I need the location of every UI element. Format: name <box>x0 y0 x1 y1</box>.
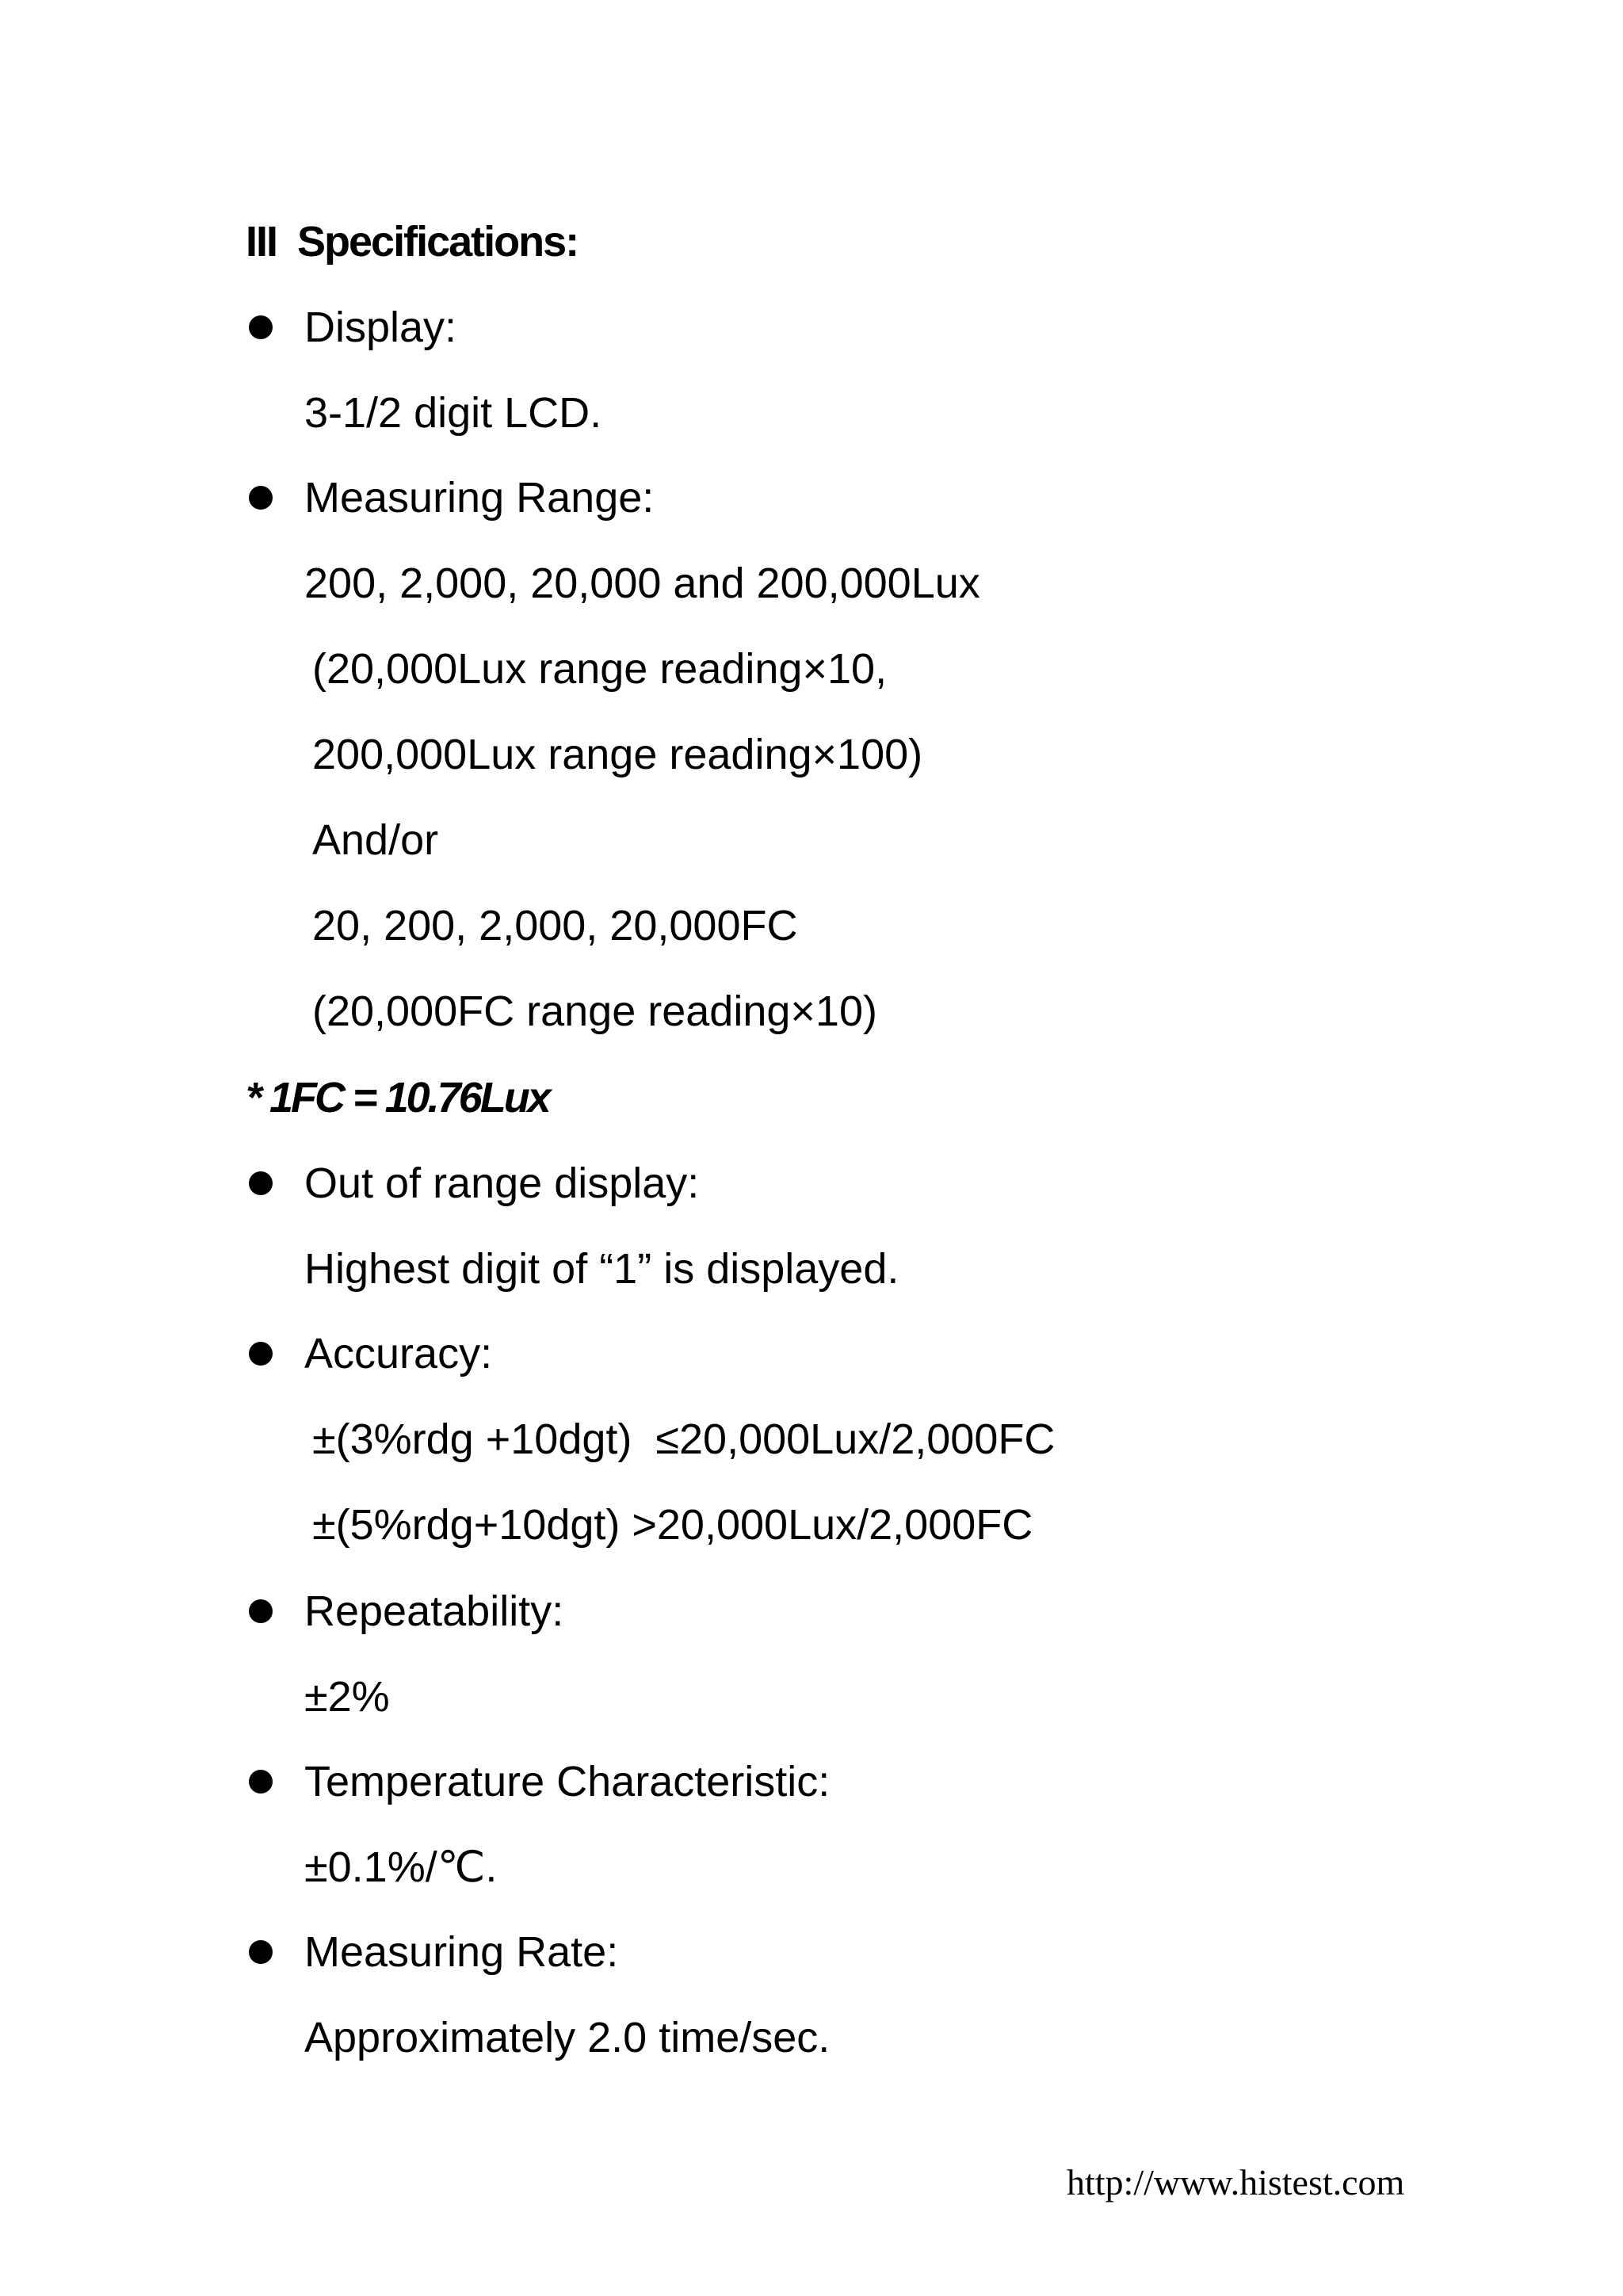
section-heading: III Specifications: <box>246 218 579 266</box>
spec-title-out-of-range: Out of range display: <box>304 1159 700 1207</box>
spec-value-measuring-range: 200, 2,000, 20,000 and 200,000Lux <box>304 560 980 607</box>
bullet-icon <box>249 1171 273 1195</box>
bullet-icon <box>249 1599 273 1623</box>
spec-value-measuring-range: (20,000Lux range reading×10, <box>312 645 888 693</box>
spec-title-measuring-range: Measuring Range: <box>304 474 655 521</box>
bullet-icon <box>249 1940 273 1964</box>
spec-value-out-of-range: Highest digit of “1” is displayed. <box>304 1245 899 1293</box>
bullet-icon <box>249 486 273 510</box>
spec-title-measuring-rate: Measuring Rate: <box>304 1928 619 1976</box>
bullet-icon <box>249 1770 273 1794</box>
spec-value-measuring-range: And/or <box>312 816 439 864</box>
spec-value-temperature: ±0.1%/℃. <box>304 1843 498 1891</box>
spec-value-accuracy: ±(3%rdg +10dgt) ≤20,000Lux/2,000FC <box>312 1415 1056 1463</box>
spec-value-display: 3-1/2 digit LCD. <box>304 389 602 437</box>
footer-url: http://www.histest.com <box>1067 2162 1405 2202</box>
spec-value-measuring-range: 200,000Lux range reading×100) <box>312 731 923 778</box>
spec-title-display: Display: <box>304 304 457 351</box>
spec-title-accuracy: Accuracy: <box>304 1330 493 1377</box>
spec-value-measuring-rate: Approximately 2.0 time/sec. <box>304 2014 831 2061</box>
conversion-note: * 1FC = 10.76Lux <box>246 1074 549 1121</box>
spec-title-repeatability: Repeatability: <box>304 1587 564 1635</box>
spec-value-measuring-range: (20,000FC range reading×10) <box>312 988 877 1035</box>
spec-title-temperature: Temperature Characteristic: <box>304 1758 831 1805</box>
bullet-icon <box>249 1342 273 1366</box>
spec-value-repeatability: ±2% <box>304 1673 390 1721</box>
bullet-icon <box>249 315 273 339</box>
spec-value-accuracy: ±(5%rdg+10dgt) >20,000Lux/2,000FC <box>312 1501 1033 1549</box>
spec-value-measuring-range: 20, 200, 2,000, 20,000FC <box>312 902 798 949</box>
